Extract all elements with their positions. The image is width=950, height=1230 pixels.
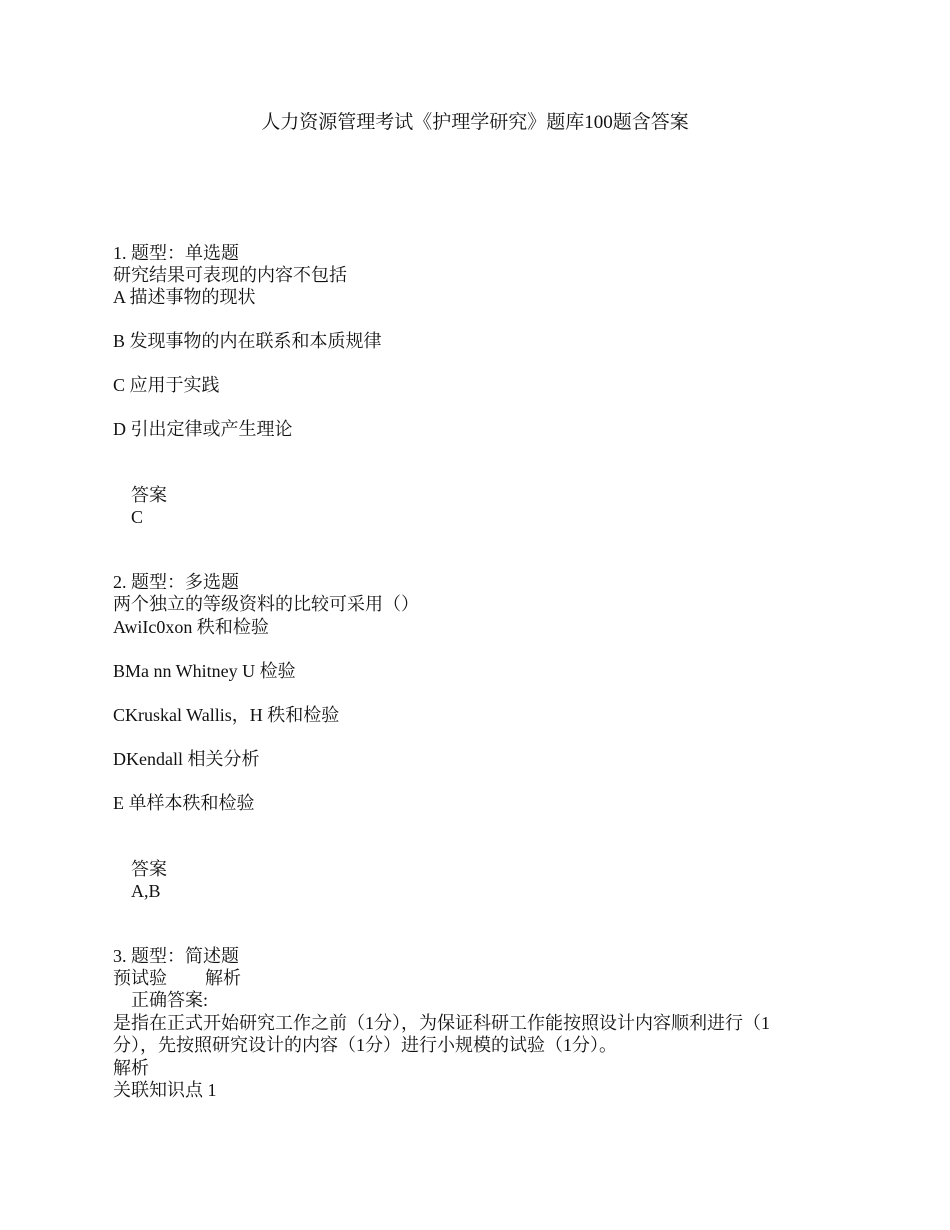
question-1-header: 1. 题型：单选题 [113,243,239,263]
question-2-option-c: CKruskal Wallis，H 秩和检验 [113,705,340,725]
question-2-option-d: DKendall 相关分析 [113,749,260,769]
question-2-answer-label: 答案 [131,859,167,879]
question-2-option-a: AwiIc0xon 秩和检验 [113,617,269,637]
question-1-option-a: A 描述事物的现状 [113,287,256,307]
question-3-related: 关联知识点 1 [113,1080,217,1100]
question-1-answer: C [131,507,144,527]
question-1-option-d: D 引出定律或产生理论 [113,419,293,439]
question-2-stem: 两个独立的等级资料的比较可采用（） [113,594,419,614]
question-3-stem: 预试验 [113,968,167,988]
question-1-option-c: C 应用于实践 [113,375,220,395]
question-3-stem-note: 解析 [205,968,241,988]
question-2-header: 2. 题型：多选题 [113,572,239,592]
question-3-analysis-label: 解析 [113,1058,149,1078]
question-1-answer-label: 答案 [131,485,167,505]
question-2-option-b: BMa nn Whitney U 检验 [113,661,296,681]
question-1-option-b: B 发现事物的内在联系和本质规律 [113,331,382,351]
question-2-answer: A,B [131,881,161,901]
page-title: 人力资源管理考试《护理学研究》题库100题含答案 [261,112,689,133]
question-3-correct-label: 正确答案: [131,990,209,1010]
question-2-option-e: E 单样本秩和检验 [113,793,255,813]
question-1-stem: 研究结果可表现的内容不包括 [113,265,347,285]
question-3-header: 3. 题型：简述题 [113,946,239,966]
question-3-answer-text: 是指在正式开始研究工作之前（1分），为保证科研工作能按照设计内容顺利进行（1分），先按照研究设计的内容（1分）进行小规模的试验（1分）。 [113,1013,770,1055]
